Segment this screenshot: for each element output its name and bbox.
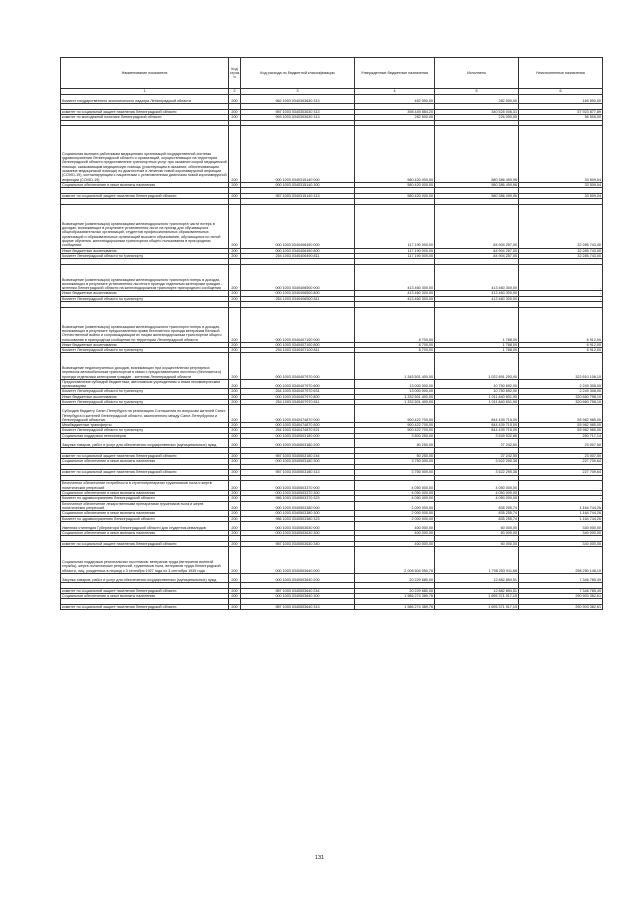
header-classification-code: Код расхода по бюджетной классификации: [241, 58, 355, 89]
approved-amount: 3 800 250,00: [355, 433, 435, 438]
classification-code: 000 1003 0340503640 000: [241, 547, 355, 573]
approved-amount: 1 345 501 400,00: [355, 353, 435, 379]
classification-code: 254 1003 0340407970 811: [241, 400, 355, 405]
line-code: 200: [229, 516, 241, 521]
table-row: [61, 95, 603, 104]
unexecuted-amount: 320 660 798,10: [519, 400, 603, 405]
executed-amount: 413 460 300,00: [435, 265, 519, 291]
table-row: [61, 573, 603, 582]
executed-amount: 1 788,00: [435, 307, 519, 342]
executed-amount: 580 386 490,96: [435, 182, 519, 187]
approved-amount: 4 050 000,00: [355, 491, 435, 496]
classification-code: 000 1003 0340407970 800: [241, 394, 355, 399]
executed-amount: 1 011 840 601,90: [435, 394, 519, 399]
indicator-name: Комитет государственного экологического надзора Ленинградской области: [61, 95, 229, 104]
executed-amount: 12 882 894,51: [435, 588, 519, 593]
unexecuted-amount: 33 509,04: [519, 126, 603, 183]
approved-amount: 13 000 000,00: [355, 379, 435, 389]
table-row: [61, 547, 603, 573]
executed-amount: 413 460 300,00: [435, 291, 519, 296]
line-code: 200: [229, 481, 241, 491]
approved-amount: 50 250,00: [355, 438, 435, 447]
executed-amount: 844 439 715,00: [435, 423, 519, 428]
line-code: 200: [229, 379, 241, 389]
unexecuted-amount: 32 285 743,00: [519, 248, 603, 253]
table-row: [61, 481, 603, 491]
classification-code: 000 1003 0340407100 000: [241, 307, 355, 342]
indicator-name: Иные бюджетные ассигнования: [61, 342, 229, 347]
indicator-name: Социальная выплата работникам медицинских организаций государственной системы здравоохранения Ленинградской области и организаций, осуществляющих на территории Ленинградской области предоставление транспортных услуг при оказании скорой медицинской помощи, оказывающим медицинскую помощь (участвующим в оказании, обеспечивающим оказание медицинской помощи) по диагностике и лечению новой коронавирусной инфекции (COVID-19), контактирующим с пациентами с установленным диагнозом новой коронавирусной инфекции (COVID-19): [61, 126, 229, 183]
header-line-code: Код строк и: [229, 58, 241, 89]
unexecuted-amount: 2 249 308,00: [519, 379, 603, 389]
approved-amount: 8 700,00: [355, 307, 435, 342]
line-code: 200: [229, 453, 241, 458]
indicator-name: комитет по социальной защите населения Ленинградской области: [61, 109, 229, 114]
executed-amount: 1 788,00: [435, 342, 519, 347]
indicator-name: Комитет Ленинградской области по транспорту: [61, 428, 229, 433]
classification-code: 000 1003 0340474870 500: [241, 423, 355, 428]
approved-amount: 4 050 000,00: [355, 496, 435, 501]
classification-code: 000 1003 0340474870 000: [241, 405, 355, 423]
classification-code: 000 1003 0340407970 000: [241, 353, 355, 379]
table-body: [61, 95, 603, 610]
executed-amount: 27 242,50: [435, 438, 519, 447]
indicator-name: Комитет Ленинградской области по транспорту: [61, 348, 229, 353]
unexecuted-amount: 1 164 744,26: [519, 516, 603, 521]
line-code: 200: [229, 193, 241, 198]
unexecuted-amount: -: [519, 481, 603, 491]
approved-amount: 580 420 000,00: [355, 193, 435, 198]
classification-code: 987 1003 0340303630 313: [241, 109, 355, 114]
unexecuted-amount: 6 912,00: [519, 348, 603, 353]
classification-code: 000 1003 0340503180 300: [241, 459, 355, 464]
indicator-name: Иные бюджетные ассигнования: [61, 248, 229, 253]
executed-amount: 3 549 532,86: [435, 433, 519, 438]
executed-amount: 60 000,00: [435, 542, 519, 547]
column-number: 6: [519, 89, 603, 95]
executed-amount: 844 439 715,00: [435, 428, 519, 433]
column-number: 3: [241, 89, 355, 95]
approved-amount: 2 008 504 050,76: [355, 547, 435, 573]
classification-code: 987 1003 0340315140 313: [241, 193, 355, 198]
executed-amount: 10 750 692,00: [435, 379, 519, 389]
unexecuted-amount: 227 709,64: [519, 459, 603, 464]
page-number: 131: [314, 855, 325, 861]
table-row: [61, 501, 603, 511]
classification-code: 254 1003 0340474870 521: [241, 428, 355, 433]
line-code: 200: [229, 400, 241, 405]
table-row: [61, 126, 603, 183]
classification-code: 987 1003 0340503180 313: [241, 470, 355, 475]
approved-amount: 900 422 700,00: [355, 428, 435, 433]
indicator-name: Субсидия бюджету Санкт-Петербурга на реализацию Соглашения по вопросам жителей Санкт-Петербурга и жителей Ленинградской области, заключенного между Санкт-Петербургом и Ленинградской областью: [61, 405, 229, 423]
line-code: 200: [229, 296, 241, 301]
column-number: 4: [355, 89, 435, 95]
indicator-name: комитет по социальной защите населения Ленинградской области: [61, 470, 229, 475]
unexecuted-amount: 340 000,00: [519, 531, 603, 536]
approved-amount: 452 000,00: [355, 95, 435, 104]
executed-amount: 226 000,00: [435, 115, 519, 120]
executed-amount: 1 788,00: [435, 348, 519, 353]
table-row: [61, 438, 603, 447]
classification-code: 982 1003 0340303630 313: [241, 95, 355, 104]
unexecuted-amount: -: [519, 491, 603, 496]
indicator-name: Комитет по здравоохранению Ленинградской области: [61, 516, 229, 521]
column-number: 1: [61, 89, 229, 95]
approved-amount: 900 422 700,00: [355, 423, 435, 428]
classification-code: 993 1003 0340303630 313: [241, 115, 355, 120]
classification-code: 000 1003 0340503180 200: [241, 438, 355, 447]
unexecuted-amount: 55 982 985,00: [519, 428, 603, 433]
indicator-name: Комитет Ленинградской области по транспорту: [61, 400, 229, 405]
classification-code: 254 1003 0340406500 811: [241, 296, 355, 301]
unexecuted-amount: -: [519, 291, 603, 296]
table-row: [61, 605, 603, 610]
indicator-name: комитет по социальной защите населения Ленинградской области: [61, 453, 229, 458]
approved-amount: 580 420 000,00: [355, 126, 435, 183]
line-code: 200: [229, 248, 241, 253]
line-code: 200: [229, 573, 241, 582]
approved-amount: 398 449 884,20: [355, 109, 435, 114]
line-code: 200: [229, 501, 241, 511]
approved-amount: 400 000,00: [355, 542, 435, 547]
executed-amount: 835 255,74: [435, 501, 519, 511]
approved-amount: 2 000 000,00: [355, 516, 435, 521]
unexecuted-amount: 320 660 798,10: [519, 394, 603, 399]
unexecuted-amount: 6 912,00: [519, 307, 603, 342]
classification-code: 987 1003 0340503640 313: [241, 605, 355, 610]
indicator-name: Комитет по здравоохранению Ленинградской области: [61, 496, 229, 501]
unexecuted-amount: 32 285 743,00: [519, 253, 603, 258]
approved-amount: 13 000 000,00: [355, 389, 435, 394]
line-code: 200: [229, 547, 241, 573]
table-row: [61, 307, 603, 342]
unexecuted-amount: 169 500,00: [519, 95, 603, 104]
unexecuted-amount: 340 000,00: [519, 521, 603, 530]
classification-code: 254 1003 0340406490 811: [241, 253, 355, 258]
indicator-name: Комитет Ленинградской области по транспорту: [61, 296, 229, 301]
indicator-name: Иные бюджетные ассигнования: [61, 394, 229, 399]
indicator-name: Социальное обеспечение и иные выплаты населению: [61, 459, 229, 464]
table-header-row: [61, 58, 603, 89]
classification-code: 000 1003 0340503630 000: [241, 521, 355, 530]
classification-code: 000 1003 0340406500 800: [241, 291, 355, 296]
line-code: 200: [229, 265, 241, 291]
indicator-name: Предоставление субсидий бюджетным, автономным учреждениям и иным некоммерческим организациям: [61, 379, 229, 389]
indicator-name: Возмещение (компенсация) организациям железнодорожного транспорта потерь в доходах, возникающих в результате предоставления права бесплатного проезда ветеранам Великой Отечественной войны и сопровождающим их лицам железнодорожным транспортом общего пользования в пригородном сообщении по территории Ленинградской области: [61, 307, 229, 342]
unexecuted-amount: -: [519, 296, 603, 301]
executed-amount: 4 050 000,00: [435, 496, 519, 501]
unexecuted-amount: 23 007,50: [519, 453, 603, 458]
line-code: 200: [229, 389, 241, 394]
approved-amount: 1 986 274 389,76: [355, 594, 435, 599]
line-code: 200: [229, 594, 241, 599]
line-code: 200: [229, 291, 241, 296]
indicator-name: Закупка товаров, работ и услуг для обеспечения государственных (муниципальных) нужд: [61, 573, 229, 582]
indicator-name: Социальное обеспечение и иные выплаты населению: [61, 511, 229, 516]
executed-amount: 84 904 257,00: [435, 253, 519, 258]
executed-amount: 340 525 006,31: [435, 109, 519, 114]
indicator-name: Социальное обеспечение и иные выплаты населению: [61, 594, 229, 599]
classification-code: 000 1003 0340406490 000: [241, 205, 355, 249]
indicator-name: Социальная поддержка региональных льготников: ветеранов труда (ветеранов военной службы), жертв политических репрессий, тружеников тыла, ветеранов труда Ленинградской области, лиц, рожденных в период с 3 сентября 1927 года по 3 сентября 1945 года: [61, 547, 229, 573]
indicator-name: Бесплатное обеспечение лекарственными препаратами тружеников тыла и жертв политических репрессий: [61, 501, 229, 511]
indicator-name: комитет по социальной защите населения Ленинградской области: [61, 605, 229, 610]
executed-amount: 60 000,00: [435, 521, 519, 530]
unexecuted-amount: 55 982 985,00: [519, 405, 603, 423]
unexecuted-amount: 250 717,14: [519, 433, 603, 438]
classification-code: 000 1003 0340503380 000: [241, 501, 355, 511]
table-row: [61, 521, 603, 530]
executed-amount: 84 904 257,00: [435, 205, 519, 249]
line-code: 200: [229, 348, 241, 353]
classification-code: 000 1003 0340503370 000: [241, 481, 355, 491]
indicator-name: Именная стипендия Губернатора Ленинградской области для студентов-инвалидов: [61, 521, 229, 530]
executed-amount: 12 882 894,51: [435, 573, 519, 582]
executed-amount: 844 439 715,00: [435, 405, 519, 423]
indicator-name: Межбюджетные трансферты: [61, 423, 229, 428]
unexecuted-amount: 340 000,00: [519, 542, 603, 547]
executed-amount: 1 022 891 293,90: [435, 353, 519, 379]
unexecuted-amount: 290 903 382,61: [519, 594, 603, 599]
indicator-name: комитет по социальной защите населения Ленинградской области: [61, 588, 229, 593]
classification-code: 000 1003 0340315140 000: [241, 126, 355, 183]
line-code: 200: [229, 491, 241, 496]
indicator-name: Комитет Ленинградской области по транспорту: [61, 253, 229, 258]
approved-amount: 8 700,00: [355, 342, 435, 347]
indicator-name: Возмещение (компенсация) организациям железнодорожного транспорта части потерь в доходах, возникающих в результате установления льгот на проезд для обучающихся общеобразовательных организаций, студентов профессиональных образовательных организаций и образовательных организаций высшего образования, обучающихся по очной форме обучения, железнодорожным транспортом общего пользования в пригородном сообщении: [61, 205, 229, 249]
indicator-name: комитет по социальной защите населения Ленинградской области: [61, 542, 229, 547]
line-code: 200: [229, 423, 241, 428]
line-code: 200: [229, 588, 241, 593]
approved-amount: 1 332 501 400,00: [355, 394, 435, 399]
header-approved: Утвержденные бюджетные назначения: [355, 58, 435, 89]
unexecuted-amount: 33 509,04: [519, 182, 603, 187]
unexecuted-amount: 298 250 148,10: [519, 547, 603, 573]
classification-code: 000 1003 0340503380 300: [241, 511, 355, 516]
unexecuted-amount: 6 912,00: [519, 342, 603, 347]
line-code: 200: [229, 496, 241, 501]
classification-code: 000 1003 0340503630 300: [241, 531, 355, 536]
approved-amount: 400 000,00: [355, 521, 435, 530]
executed-amount: 1 011 840 601,90: [435, 400, 519, 405]
indicator-name: Закупка товаров, работ и услуг для обеспечения государственных (муниципальных) нужд: [61, 438, 229, 447]
approved-amount: 413 460 300,00: [355, 296, 435, 301]
unexecuted-amount: 32 285 743,00: [519, 205, 603, 249]
executed-amount: 10 750 692,00: [435, 389, 519, 394]
classification-code: 000 1003 0340503640 200: [241, 573, 355, 582]
indicator-name: комитет по молодежной политике Ленинградской области: [61, 115, 229, 120]
unexecuted-amount: 33 509,04: [519, 193, 603, 198]
line-code: 200: [229, 95, 241, 104]
unexecuted-amount: 7 346 785,49: [519, 588, 603, 593]
approved-amount: 900 422 700,00: [355, 405, 435, 423]
line-code: 200: [229, 433, 241, 438]
line-code: 200: [229, 115, 241, 120]
line-code: 200: [229, 353, 241, 379]
line-code: 200: [229, 307, 241, 342]
unexecuted-amount: 7 346 785,49: [519, 573, 603, 582]
indicator-name: комитет по социальной защите населения Ленинградской области: [61, 193, 229, 198]
approved-amount: 580 420 000,00: [355, 182, 435, 187]
line-code: 200: [229, 459, 241, 464]
column-number: 5: [435, 89, 519, 95]
unexecuted-amount: 290 903 382,61: [519, 605, 603, 610]
classification-code: 254 1003 0340407970 631: [241, 389, 355, 394]
classification-code: 987 1003 0340503630 340: [241, 542, 355, 547]
line-code: 200: [229, 542, 241, 547]
unexecuted-amount: 1 164 744,26: [519, 501, 603, 511]
header-indicator-name: Наименование показателя: [61, 58, 229, 89]
line-code: 200: [229, 126, 241, 183]
indicator-name: Бесплатное обеспечение потребности в стрептопрепаратах труженников тыла и жертв политических репрессий: [61, 481, 229, 491]
column-number: 2: [229, 89, 241, 95]
executed-amount: 84 904 257,00: [435, 248, 519, 253]
table-row: [61, 379, 603, 389]
approved-amount: 400 000,00: [355, 531, 435, 536]
executed-amount: 3 522 290,36: [435, 459, 519, 464]
unexecuted-amount: -: [519, 265, 603, 291]
line-code: 200: [229, 531, 241, 536]
unexecuted-amount: 2 249 308,00: [519, 389, 603, 394]
classification-code: 986 1003 0340503380 323: [241, 516, 355, 521]
line-code: 200: [229, 394, 241, 399]
indicator-name: Социальное обеспечение и иные выплаты населению: [61, 531, 229, 536]
approved-amount: 117 190 000,00: [355, 205, 435, 249]
approved-amount: 1 986 274 389,76: [355, 605, 435, 610]
approved-amount: 282 500,00: [355, 115, 435, 120]
line-code: 200: [229, 405, 241, 423]
executed-amount: 835 255,74: [435, 511, 519, 516]
executed-amount: 27 242,50: [435, 453, 519, 458]
line-code: 200: [229, 109, 241, 114]
budget-execution-table: [60, 57, 603, 610]
classification-code: 000 1003 0340407100 800: [241, 342, 355, 347]
classification-code: 000 1003 0340406500 000: [241, 265, 355, 291]
classification-code: 987 1003 0340503180 244: [241, 453, 355, 458]
executed-amount: 413 460 300,00: [435, 296, 519, 301]
unexecuted-amount: 1 164 744,26: [519, 511, 603, 516]
classification-code: 000 1003 0340503180 000: [241, 433, 355, 438]
classification-code: 000 1003 0340503640 300: [241, 594, 355, 599]
approved-amount: 3 750 000,00: [355, 470, 435, 475]
classification-code: 000 1003 0340503370 300: [241, 491, 355, 496]
unexecuted-amount: 55 982 985,00: [519, 423, 603, 428]
unexecuted-amount: 227 709,64: [519, 470, 603, 475]
approved-amount: 8 700,00: [355, 348, 435, 353]
line-code: 200: [229, 428, 241, 433]
approved-amount: 20 229 680,00: [355, 588, 435, 593]
executed-amount: 60 000,00: [435, 531, 519, 536]
approved-amount: 2 000 000,00: [355, 501, 435, 511]
executed-amount: 3 522 290,36: [435, 470, 519, 475]
unexecuted-amount: -: [519, 496, 603, 501]
classification-code: 000 1003 0340315140 300: [241, 182, 355, 187]
line-code: 200: [229, 521, 241, 530]
indicator-name: Социальная поддержка пенсионеров: [61, 433, 229, 438]
indicator-name: Иные бюджетные ассигнования: [61, 291, 229, 296]
classification-code: 987 1003 0340503640 244: [241, 588, 355, 593]
indicator-name: Возмещение (компенсация) организациям железнодорожного транспорта потерь в доходах, возникающих в результате установления льготного проезда отдельным категориям граждан - жителям Ленинградской области на железнодорожном транспорте пригородного сообщения: [61, 265, 229, 291]
approved-amount: 50 250,00: [355, 453, 435, 458]
classification-code: 000 1003 0340406490 800: [241, 248, 355, 253]
unexecuted-amount: 56 500,00: [519, 115, 603, 120]
executed-amount: 4 050 000,00: [435, 481, 519, 491]
table-row: [61, 205, 603, 249]
approved-amount: 117 190 000,00: [355, 253, 435, 258]
approved-amount: 413 460 300,00: [355, 291, 435, 296]
executed-amount: 580 386 490,96: [435, 193, 519, 198]
classification-code: 000 1003 0340407970 600: [241, 379, 355, 389]
header-executed: Исполнено: [435, 58, 519, 89]
classification-code: 986 1003 0340503370 323: [241, 496, 355, 501]
executed-amount: 4 050 000,00: [435, 491, 519, 496]
line-code: 200: [229, 470, 241, 475]
table-row: [61, 265, 603, 291]
line-code: 200: [229, 182, 241, 187]
approved-amount: 4 050 000,00: [355, 481, 435, 491]
indicator-name: Комитет Ленинградской области по транспорту: [61, 389, 229, 394]
line-code: 200: [229, 511, 241, 516]
approved-amount: 117 190 000,00: [355, 248, 435, 253]
indicator-name: Социальное обеспечение и иные выплаты населению: [61, 491, 229, 496]
executed-amount: 1 695 371 017,15: [435, 594, 519, 599]
indicator-name: Социальное обеспечение и иные выплаты населению: [61, 182, 229, 187]
classification-code: 254 1003 0340407100 811: [241, 348, 355, 353]
executed-amount: 282 500,00: [435, 95, 519, 104]
executed-amount: 1 695 371 017,15: [435, 605, 519, 610]
line-code: 200: [229, 253, 241, 258]
executed-amount: 580 386 490,96: [435, 126, 519, 183]
unexecuted-amount: 322 610 106,10: [519, 353, 603, 379]
approved-amount: 413 460 300,00: [355, 265, 435, 291]
unexecuted-amount: 23 007,50: [519, 438, 603, 447]
unexecuted-amount: 57 923 877,89: [519, 109, 603, 114]
line-code: 200: [229, 342, 241, 347]
line-code: 200: [229, 438, 241, 447]
line-code: 200: [229, 605, 241, 610]
line-code: 200: [229, 205, 241, 249]
approved-amount: 3 750 000,00: [355, 459, 435, 464]
approved-amount: 2 000 000,00: [355, 511, 435, 516]
executed-amount: 1 708 253 911,66: [435, 547, 519, 573]
header-unexecuted: Неисполненные назначения: [519, 58, 603, 89]
indicator-name: Возмещение недополученных доходов, возникающих при осуществлении регулярных перевозок автомобильным транспортом в связи с предоставлением льготного (бесплатного) проезда отдельным категориям граждан - жителям Ленинградской области: [61, 353, 229, 379]
executed-amount: 835 255,74: [435, 516, 519, 521]
table-row: [61, 353, 603, 379]
approved-amount: 1 332 501 400,00: [355, 400, 435, 405]
approved-amount: 20 229 680,00: [355, 573, 435, 582]
table-row: [61, 405, 603, 423]
